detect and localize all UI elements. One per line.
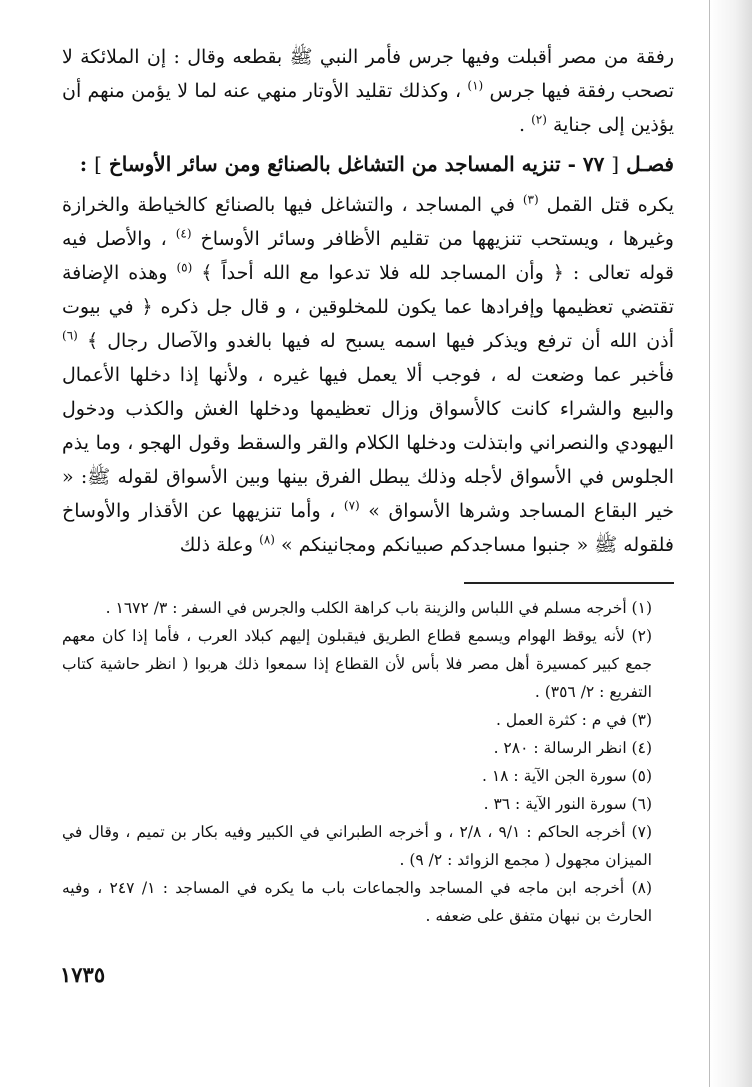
text-run: ، وأما تنزيهها عن الأقذار والأوساخ فلقوله ﷺ « جنبوا مساجدكم صبيانكم ومجانينكم » <box>62 500 674 556</box>
section-heading <box>62 148 674 180</box>
text-run: رفقة من مصر أقبلت وفيها جرس فأمر النبي ﷺ بقطعه وقال : إن الملائكة لا تصحب رفقة فيها جرس <box>62 46 674 102</box>
paragraph-continuation <box>62 40 674 142</box>
footnote-ref-7: (٧) <box>343 498 360 513</box>
book-page <box>62 40 674 930</box>
footnote-ref-3: (٣) <box>522 192 539 207</box>
footnote-ref-4: (٤) <box>175 226 192 241</box>
footnote-ref-1: (١) <box>467 78 484 93</box>
footnote-ref-6: (٦) <box>62 328 78 343</box>
heading-dash: - <box>567 152 576 176</box>
text-run: في المساجد ، والتشاغل فيها بالصنائع كالخياطة والخرازة وغيرها ، ويستحب تنزيهها من تقليم الأظافر وسائر الأوساخ <box>62 194 674 250</box>
footnote-3: (٣) في م : كثرة العمل . <box>495 711 652 729</box>
section-label: فصـل <box>626 152 674 176</box>
heading-bracket: [ <box>611 152 620 176</box>
footnote-4: (٤) انظر الرسالة : ٢٨٠ . <box>493 739 652 757</box>
footnote-8: (٨) أخرجه ابن ماجه في المساجد والجماعات باب ما يكره في المساجد : ١/ ٢٤٧ ، وفيه الحارث بن نبهان متفق على ضعفه . <box>62 879 652 925</box>
footnote-ref-5: (٥) <box>176 260 193 275</box>
heading-colon: : <box>79 152 88 176</box>
text-run: وعلة ذلك <box>179 534 254 556</box>
footnote-7: (٧) أخرجه الحاكم : ٩/١ ، ٢/٨ ، و أخرجه الطبراني في الكبير وفيه بكار بن تميم ، وقال في الميزان مجهول ( مجمع الزوائد : ٢/ ٩) . <box>62 823 652 869</box>
main-text <box>62 40 674 562</box>
heading-bracket: ] <box>94 152 102 176</box>
section-title: تنزيه المساجد من التشاغل بالصنائع ومن سائر الأوساخ <box>108 152 561 176</box>
footnote-5: (٥) سورة الجن الآية : ١٨ . <box>481 767 652 785</box>
footnote-1: (١) أخرجه مسلم في اللباس والزينة باب كراهة الكلب والجرس في السفر : ٣/ ١٦٧٢ . <box>105 599 652 617</box>
section-paragraph <box>62 188 674 562</box>
footnote-ref-8: (٨) <box>259 532 275 547</box>
text-run: يكره قتل القمل <box>546 194 674 216</box>
footnotes <box>62 594 674 930</box>
text-run: وهذه الإضافة تقتضي تعظيمها وإفرادها عما يكون للمخلوقين ، و قال جل ذكره ﴿ في بيوت أذن الله أن ترفع ويذكر فيها اسمه يسبح له فيها بالغدو والآصال رجال ﴾ <box>62 262 674 352</box>
footnote-6: (٦) سورة النور الآية : ٣٦ . <box>483 795 652 813</box>
section-number: ٧٧ <box>582 152 605 176</box>
page-number: ١٧٣٥ <box>60 962 106 987</box>
footnote-ref-2: (٢) <box>531 112 547 127</box>
text-run: ، وكذلك تقليد الأوتار منهي عنه لما لا يؤمن منهم أن يؤذين إلى جناية <box>62 80 674 136</box>
text-run: ، والأصل فيه قوله تعالى : ﴿ وأن المساجد لله فلا تدعوا مع الله أحداً ﴾ <box>62 228 675 284</box>
footnote-2: (٢) لأنه يوقظ الهوام ويسمع قطاع الطريق فيقبلون إليهم كبلاد العرب ، فأما إذا كان معهم جمع كبير كمسيرة أهل مصر فلا بأس لأن القطاع إذا سمعوا ذلك هربوا ( انظر حاشية كتاب التفريع : ٢/ ٣٥٦) . <box>62 627 652 701</box>
text-run: فأخبر عما وضعت له ، فوجب ألا يعمل فيها غيره ، ولأنها إذا دخلها الأعمال والبيع والشراء كانت كالأسواق وزال تعظيمها ودخلها الغش والكذب ودخول اليهودي والنصراني وابتذلت ودخلها الكلام والقر والسقط وقول الهجو ، وما يذم الجلوس في الأسواق لأجله وذلك يبطل الفرق بينها وبين الأسواق لقوله ﷺ: « خير البقاع المساجد وشرها الأسواق » <box>62 364 674 522</box>
footnote-separator <box>464 582 674 584</box>
text-run: . <box>518 114 526 136</box>
scan-page-edge <box>709 0 752 1087</box>
